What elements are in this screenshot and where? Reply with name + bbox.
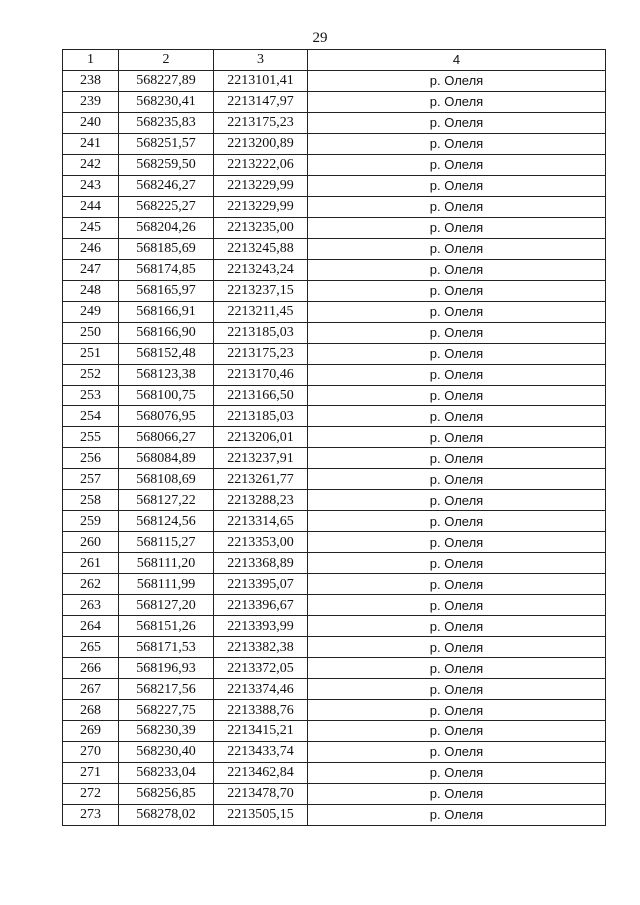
description-cell: р. Олеля [308,280,606,301]
description-cell: р. Олеля [308,721,606,742]
y-coordinate-cell: 2213229,99 [214,175,308,196]
y-coordinate-cell: 2213101,41 [214,70,308,91]
x-coordinate-cell: 568204,26 [119,217,214,238]
y-coordinate-cell: 2213175,23 [214,343,308,364]
point-number-cell: 264 [63,616,119,637]
y-coordinate-cell: 2213243,24 [214,259,308,280]
description-cell: р. Олеля [308,217,606,238]
y-coordinate-cell: 2213237,15 [214,280,308,301]
description-cell: р. Олеля [308,385,606,406]
description-cell: р. Олеля [308,196,606,217]
description-cell: р. Олеля [308,637,606,658]
y-coordinate-cell: 2213433,74 [214,741,308,762]
point-number-cell: 251 [63,343,119,364]
y-coordinate-cell: 2213185,03 [214,322,308,343]
y-coordinate-cell: 2213229,99 [214,196,308,217]
point-number-cell: 266 [63,658,119,679]
x-coordinate-cell: 568217,56 [119,679,214,700]
description-cell: р. Олеля [308,741,606,762]
table-row [63,301,606,322]
table-row [63,91,606,112]
y-coordinate-cell: 2213372,05 [214,658,308,679]
description-cell: р. Олеля [308,553,606,574]
point-number-cell: 263 [63,595,119,616]
table-row [63,700,606,721]
table-row [63,175,606,196]
point-number-cell: 261 [63,553,119,574]
y-coordinate-cell: 2213415,21 [214,721,308,742]
description-cell: р. Олеля [308,91,606,112]
table-row [63,322,606,343]
point-number-cell: 265 [63,637,119,658]
table-row [63,553,606,574]
x-coordinate-cell: 568230,41 [119,91,214,112]
description-cell: р. Олеля [308,658,606,679]
point-number-cell: 272 [63,783,119,804]
description-cell: р. Олеля [308,804,606,825]
x-coordinate-cell: 568235,83 [119,112,214,133]
x-coordinate-cell: 568127,22 [119,490,214,511]
point-number-cell: 271 [63,762,119,783]
point-number-cell: 262 [63,574,119,595]
y-coordinate-cell: 2213462,84 [214,762,308,783]
table-row [63,280,606,301]
x-coordinate-cell: 568111,99 [119,574,214,595]
x-coordinate-cell: 568233,04 [119,762,214,783]
table-row [63,658,606,679]
table-row [63,217,606,238]
description-cell: р. Олеля [308,112,606,133]
x-coordinate-cell: 568165,97 [119,280,214,301]
table-row [63,406,606,427]
point-number-cell: 269 [63,721,119,742]
point-number-cell: 239 [63,91,119,112]
table-row [63,343,606,364]
description-cell: р. Олеля [308,154,606,175]
table-row [63,154,606,175]
point-number-cell: 252 [63,364,119,385]
description-cell: р. Олеля [308,70,606,91]
description-cell: р. Олеля [308,259,606,280]
y-coordinate-cell: 2213368,89 [214,553,308,574]
y-coordinate-cell: 2213245,88 [214,238,308,259]
description-cell: р. Олеля [308,133,606,154]
table-row [63,448,606,469]
description-cell: р. Олеля [308,448,606,469]
description-cell: р. Олеля [308,700,606,721]
x-coordinate-cell: 568230,39 [119,721,214,742]
table-row [63,721,606,742]
description-cell: р. Олеля [308,238,606,259]
x-coordinate-cell: 568124,56 [119,511,214,532]
description-cell: р. Олеля [308,616,606,637]
point-number-cell: 248 [63,280,119,301]
description-cell: р. Олеля [308,469,606,490]
y-coordinate-cell: 2213185,03 [214,406,308,427]
table-body [63,70,606,825]
table-row [63,595,606,616]
table-row [63,511,606,532]
x-coordinate-cell: 568251,57 [119,133,214,154]
table-row [63,804,606,825]
y-coordinate-cell: 2213374,46 [214,679,308,700]
x-coordinate-cell: 568225,27 [119,196,214,217]
description-cell: р. Олеля [308,783,606,804]
point-number-cell: 255 [63,427,119,448]
point-number-cell: 249 [63,301,119,322]
x-coordinate-cell: 568174,85 [119,259,214,280]
y-coordinate-cell: 2213237,91 [214,448,308,469]
point-number-cell: 270 [63,741,119,762]
y-coordinate-cell: 2213147,97 [214,91,308,112]
description-cell: р. Олеля [308,427,606,448]
point-number-cell: 260 [63,532,119,553]
y-coordinate-cell: 2213505,15 [214,804,308,825]
point-number-cell: 250 [63,322,119,343]
description-cell: р. Олеля [308,679,606,700]
table-row [63,490,606,511]
x-coordinate-cell: 568100,75 [119,385,214,406]
y-coordinate-cell: 2213170,46 [214,364,308,385]
x-coordinate-cell: 568084,89 [119,448,214,469]
y-coordinate-cell: 2213235,00 [214,217,308,238]
x-coordinate-cell: 568246,27 [119,175,214,196]
table-row [63,427,606,448]
table-header-row [63,50,606,71]
y-coordinate-cell: 2213314,65 [214,511,308,532]
y-coordinate-cell: 2213206,01 [214,427,308,448]
point-number-cell: 273 [63,804,119,825]
x-coordinate-cell: 568166,90 [119,322,214,343]
x-coordinate-cell: 568166,91 [119,301,214,322]
point-number-cell: 241 [63,133,119,154]
point-number-cell: 258 [63,490,119,511]
x-coordinate-cell: 568066,27 [119,427,214,448]
page-number: 29 [312,30,328,46]
point-number-cell: 242 [63,154,119,175]
description-cell: р. Олеля [308,364,606,385]
y-coordinate-cell: 2213175,23 [214,112,308,133]
y-coordinate-cell: 2213211,45 [214,301,308,322]
y-coordinate-cell: 2213200,89 [214,133,308,154]
point-number-cell: 259 [63,511,119,532]
description-cell: р. Олеля [308,511,606,532]
table-row [63,741,606,762]
table-row [63,532,606,553]
y-coordinate-cell: 2213288,23 [214,490,308,511]
y-coordinate-cell: 2213388,76 [214,700,308,721]
table-row [63,238,606,259]
table-row [63,574,606,595]
point-number-cell: 253 [63,385,119,406]
column-header-2: 2 [119,50,214,71]
description-cell: р. Олеля [308,322,606,343]
y-coordinate-cell: 2213166,50 [214,385,308,406]
point-number-cell: 256 [63,448,119,469]
column-header-1: 1 [63,50,119,71]
y-coordinate-cell: 2213261,77 [214,469,308,490]
table-row [63,469,606,490]
point-number-cell: 245 [63,217,119,238]
description-cell: р. Олеля [308,406,606,427]
table-row [63,783,606,804]
description-cell: р. Олеля [308,532,606,553]
table-row [63,364,606,385]
table-row [63,259,606,280]
table-row [63,385,606,406]
table-row [63,637,606,658]
point-number-cell: 268 [63,700,119,721]
x-coordinate-cell: 568152,48 [119,343,214,364]
table-row [63,70,606,91]
description-cell: р. Олеля [308,301,606,322]
x-coordinate-cell: 568115,27 [119,532,214,553]
description-cell: р. Олеля [308,595,606,616]
point-number-cell: 243 [63,175,119,196]
y-coordinate-cell: 2213478,70 [214,783,308,804]
x-coordinate-cell: 568256,85 [119,783,214,804]
x-coordinate-cell: 568076,95 [119,406,214,427]
description-cell: р. Олеля [308,762,606,783]
table-row [63,133,606,154]
coordinates-table [62,49,606,826]
x-coordinate-cell: 568111,20 [119,553,214,574]
description-cell: р. Олеля [308,343,606,364]
y-coordinate-cell: 2213353,00 [214,532,308,553]
x-coordinate-cell: 568127,20 [119,595,214,616]
x-coordinate-cell: 568151,26 [119,616,214,637]
y-coordinate-cell: 2213222,06 [214,154,308,175]
point-number-cell: 267 [63,679,119,700]
x-coordinate-cell: 568123,38 [119,364,214,385]
point-number-cell: 238 [63,70,119,91]
point-number-cell: 247 [63,259,119,280]
description-cell: р. Олеля [308,574,606,595]
table-row [63,616,606,637]
column-header-3: 3 [214,50,308,71]
y-coordinate-cell: 2213382,38 [214,637,308,658]
x-coordinate-cell: 568171,53 [119,637,214,658]
point-number-cell: 254 [63,406,119,427]
point-number-cell: 257 [63,469,119,490]
y-coordinate-cell: 2213396,67 [214,595,308,616]
table-row [63,112,606,133]
point-number-cell: 240 [63,112,119,133]
y-coordinate-cell: 2213393,99 [214,616,308,637]
table-row [63,196,606,217]
description-cell: р. Олеля [308,175,606,196]
point-number-cell: 246 [63,238,119,259]
description-cell: р. Олеля [308,490,606,511]
x-coordinate-cell: 568230,40 [119,741,214,762]
x-coordinate-cell: 568259,50 [119,154,214,175]
y-coordinate-cell: 2213395,07 [214,574,308,595]
x-coordinate-cell: 568108,69 [119,469,214,490]
column-header-4: 4 [308,50,606,71]
point-number-cell: 244 [63,196,119,217]
x-coordinate-cell: 568196,93 [119,658,214,679]
x-coordinate-cell: 568278,02 [119,804,214,825]
x-coordinate-cell: 568227,75 [119,700,214,721]
x-coordinate-cell: 568227,89 [119,70,214,91]
table-row [63,679,606,700]
x-coordinate-cell: 568185,69 [119,238,214,259]
table-row [63,762,606,783]
